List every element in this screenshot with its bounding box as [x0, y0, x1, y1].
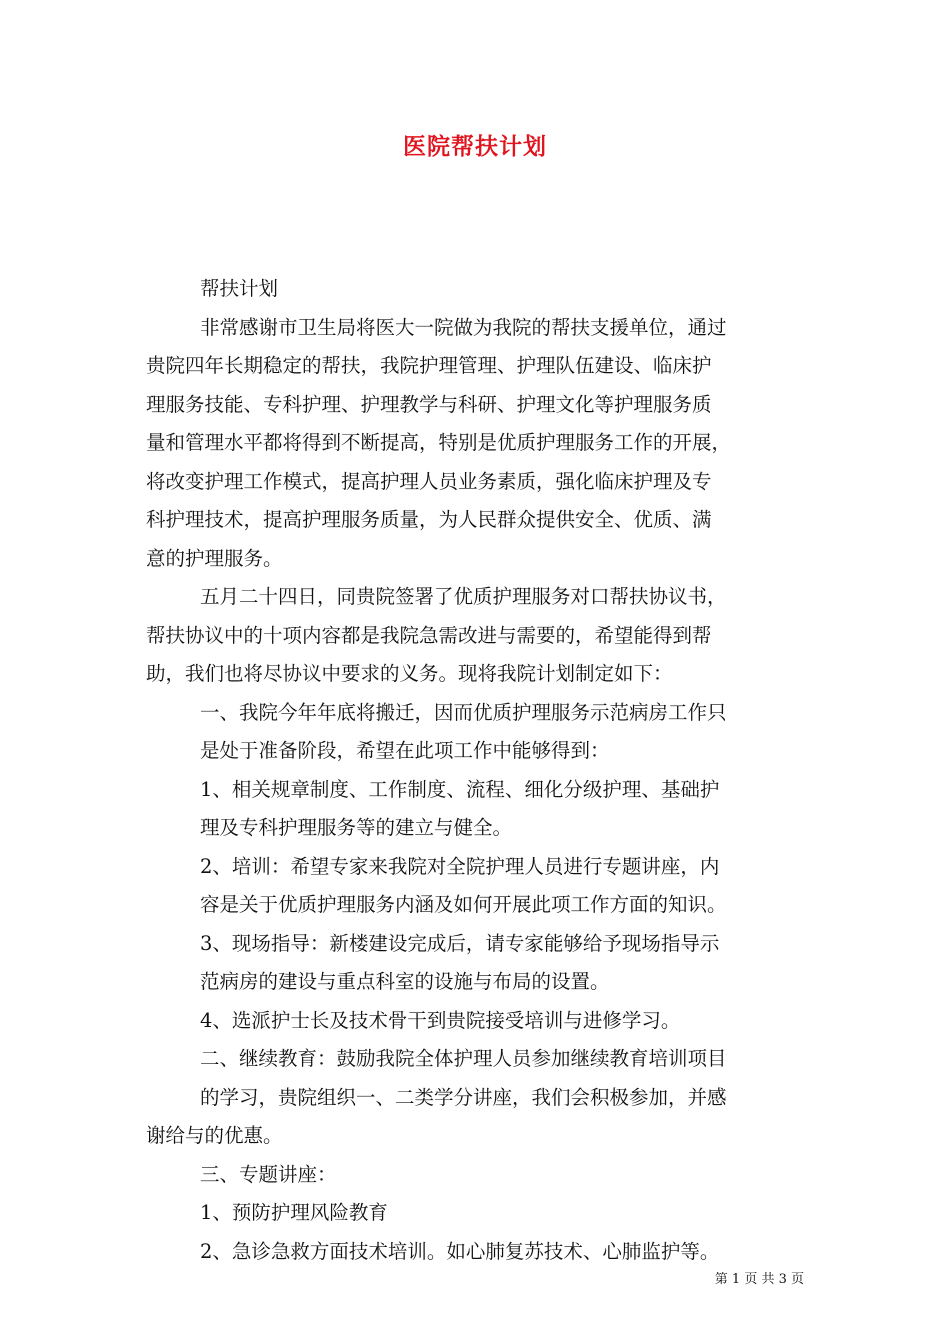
paragraph-line: 将改变护理工作模式，提高护理人员业务素质，强化临床护理及专 [146, 469, 712, 493]
document-body [146, 270, 816, 1271]
paragraph-line: 非常感谢市卫生局将医大一院做为我院的帮扶支援单位，通过 [200, 315, 727, 339]
document-title: 医院帮扶计划 [403, 134, 547, 160]
paragraph-line: 量和管理水平都将得到不断提高，特别是优质护理服务工作的开展， [146, 431, 732, 454]
paragraph-line: 2、急诊急救方面技术培训。如心肺复苏技术、心肺监护等。 [200, 1239, 720, 1263]
paragraph-line: 帮扶计划 [200, 277, 279, 300]
paragraph-line: 理服务技能、专科护理、护理教学与科研、护理文化等护理服务质 [146, 392, 712, 416]
paragraph-line: 谢给与的优惠。 [146, 1124, 283, 1147]
paragraph-line: 一、我院今年年底将搬迁，因而优质护理服务示范病房工作只 [200, 700, 727, 724]
paragraph-line: 五月二十四日，同贵院签署了优质护理服务对口帮扶协议书， [200, 585, 727, 608]
paragraph-line: 是处于准备阶段，希望在此项工作中能够得到： [200, 739, 610, 762]
paragraph-line: 的学习，贵院组织一、二类学分讲座，我们会积极参加，并感 [200, 1085, 727, 1109]
paragraph-line: 2、培训：希望专家来我院对全院护理人员进行专题讲座，内 [200, 854, 720, 878]
paragraph-line: 二、继续教育：鼓励我院全体护理人员参加继续教育培训项目 [200, 1047, 727, 1070]
paragraph-line: 三、专题讲座： [200, 1162, 337, 1186]
page-number: 第 1 页 共 3 页 [714, 1272, 804, 1287]
paragraph-line: 容是关于优质护理服务内涵及如何开展此项工作方面的知识。 [200, 893, 727, 916]
paragraph-line: 意的护理服务。 [146, 546, 283, 570]
paragraph-line: 1、相关规章制度、工作制度、流程、细化分级护理、基础护 [200, 777, 720, 801]
paragraph-line: 帮扶协议中的十项内容都是我院急需改进与需要的，希望能得到帮 [146, 623, 712, 647]
paragraph-line: 3、现场指导：新楼建设完成后，请专家能够给予现场指导示 [200, 931, 720, 955]
paragraph-line: 理及专科护理服务等的建立与健全。 [200, 816, 513, 839]
paragraph-line: 1、预防护理风险教育 [200, 1201, 388, 1224]
paragraph-line: 4、选派护士长及技术骨干到贵院接受培训与进修学习。 [200, 1008, 681, 1032]
paragraph-line: 助，我们也将尽协议中要求的义务。现将我院计划制定如下： [146, 662, 673, 685]
paragraph-line: 贵院四年长期稳定的帮扶，我院护理管理、护理队伍建设、临床护 [146, 354, 712, 377]
paragraph-line: 科护理技术，提高护理服务质量，为人民群众提供安全、优质、满 [146, 508, 712, 531]
paragraph-line: 范病房的建设与重点科室的设施与布局的设置。 [200, 970, 610, 993]
